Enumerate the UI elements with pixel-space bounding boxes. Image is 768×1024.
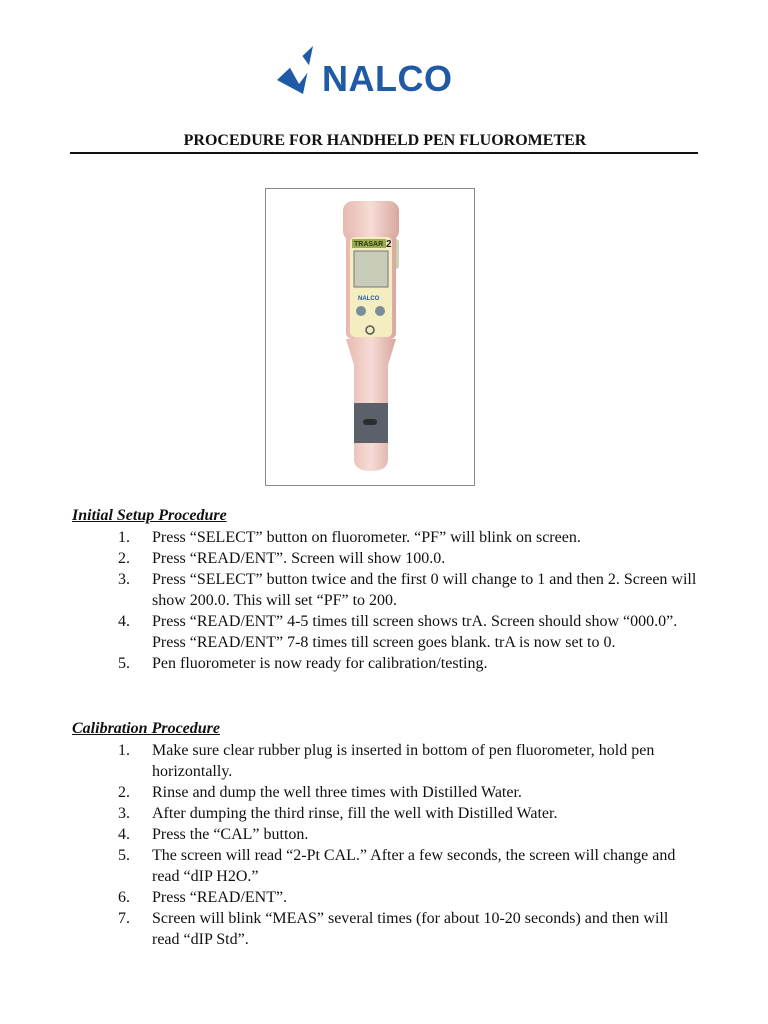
list-item: 3. After dumping the third rinse, fill the well with Distilled Water.	[118, 805, 558, 822]
initial-setup-steps	[72, 527, 698, 674]
list-item: 6. Press “READ/ENT”.	[118, 889, 288, 906]
device-left-button	[356, 306, 366, 316]
section-heading-calibration: Calibration Procedure	[72, 720, 221, 737]
logo-text: NALCO	[322, 58, 453, 99]
page-title: PROCEDURE FOR HANDHELD PEN FLUOROMETER	[183, 132, 587, 149]
calibration-steps	[72, 740, 698, 950]
device-photo	[265, 188, 475, 486]
list-item: 2. Rinse and dump the well three times with Distilled Water.	[118, 784, 522, 801]
list-item: 4. Press the “CAL” button.	[118, 826, 309, 843]
section-heading-initial-setup: Initial Setup Procedure	[72, 507, 227, 524]
list-item: 1. Press “SELECT” button on fluorometer. “PF” will blink on screen.	[118, 529, 581, 546]
device-brand-label: TRASAR	[354, 241, 384, 248]
device-maker-label: NALCO	[358, 296, 380, 302]
list-item: 5. Pen fluorometer is now ready for calibration/testing.	[118, 655, 488, 672]
list-item: 2. Press “READ/ENT”. Screen will show 100.0.	[118, 550, 446, 567]
list-item: 4. Press “READ/ENT” 4-5 times till screen shows trA. Screen should show “000.0”. Press “READ/ENT” 7-8 times till screen goes blank. trA is now set to 0.	[118, 613, 678, 651]
list-item: 3. Press “SELECT” button twice and the first 0 will change to 1 and then 2. Screen will show 200.0. This will set “PF” to 200.	[118, 571, 697, 609]
list-item: 7. Screen will blink “MEAS” several times (for about 10-20 seconds) and then will read “dIP Std”.	[118, 910, 669, 948]
device-right-button	[375, 306, 385, 316]
device-brand-number: 2	[386, 239, 392, 250]
list-item: 1. Make sure clear rubber plug is inserted in bottom of pen fluorometer, hold pen horizontally.	[118, 742, 655, 780]
pen-fluorometer-image	[266, 189, 474, 485]
list-item: 5. The screen will read “2-Pt CAL.” After a few seconds, the screen will change and read “dIP H2O.”	[118, 847, 676, 885]
title-divider	[70, 152, 698, 154]
